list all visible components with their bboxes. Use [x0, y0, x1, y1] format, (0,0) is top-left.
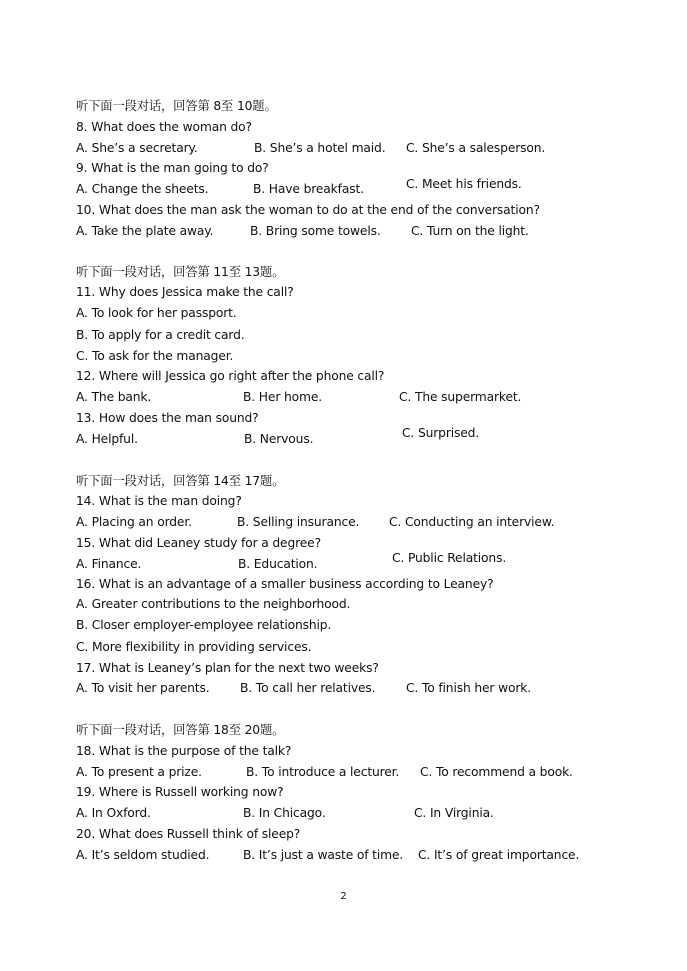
- option-b: B. Have breakfast.: [253, 182, 364, 196]
- option-c: C. More flexibility in providing services.: [76, 640, 312, 654]
- question-text: 11. Why does Jessica make the call?: [76, 285, 294, 299]
- option-a: A. Change the sheets.: [76, 182, 209, 196]
- option-c: C. Meet his friends.: [406, 177, 522, 191]
- option-a: A. Finance.: [76, 557, 142, 571]
- option-b: B. It’s just a waste of time.: [243, 848, 404, 862]
- option-a: A. She’s a secretary.: [76, 141, 198, 155]
- option-b: B. To introduce a lecturer.: [246, 765, 400, 779]
- page-number: 2: [340, 891, 347, 902]
- option-a: A. To visit her parents.: [76, 681, 210, 695]
- option-a: A. The bank.: [76, 390, 152, 404]
- question-text: 20. What does Russell think of sleep?: [76, 827, 301, 841]
- question-text: 19. Where is Russell working now?: [76, 785, 284, 799]
- option-b: B. To call her relatives.: [240, 681, 376, 695]
- option-c: C. Public Relations.: [392, 551, 507, 565]
- section-header: 听下面一段对话，回答第 8至 10题。: [76, 99, 277, 113]
- question-text: 10. What does the man ask the woman to do at the end of the conversation?: [76, 203, 540, 217]
- option-c: C. Conducting an interview.: [389, 515, 555, 529]
- option-c: C. To finish her work.: [406, 681, 532, 695]
- section-header: 听下面一段对话，回答第 11至 13题。: [76, 265, 285, 279]
- option-c: C. To recommend a book.: [420, 765, 573, 779]
- option-a: A. To look for her passport.: [76, 306, 237, 320]
- option-b: B. Her home.: [243, 390, 323, 404]
- question-text: 14. What is the man doing?: [76, 494, 242, 508]
- option-b: B. Bring some towels.: [250, 224, 381, 238]
- option-b: B. Nervous.: [244, 432, 314, 446]
- question-text: 13. How does the man sound?: [76, 411, 259, 425]
- option-a: A. To present a prize.: [76, 765, 202, 779]
- option-a: A. In Oxford.: [76, 806, 151, 820]
- option-b: B. Selling insurance.: [237, 515, 360, 529]
- option-a: A. It’s seldom studied.: [76, 848, 210, 862]
- question-text: 17. What is Leaney’s plan for the next two weeks?: [76, 661, 379, 675]
- option-a: A. Placing an order.: [76, 515, 192, 529]
- section-header: 听下面一段对话，回答第 14至 17题。: [76, 474, 285, 488]
- question-text: 12. Where will Jessica go right after the phone call?: [76, 369, 385, 383]
- option-b: B. In Chicago.: [243, 806, 326, 820]
- option-c: C. The supermarket.: [399, 390, 522, 404]
- question-text: 16. What is an advantage of a smaller business according to Leaney?: [76, 577, 494, 591]
- option-c: C. It’s of great importance.: [418, 848, 580, 862]
- question-text: 9. What is the man going to do?: [76, 161, 269, 175]
- option-b: B. Education.: [238, 557, 318, 571]
- question-text: 15. What did Leaney study for a degree?: [76, 536, 321, 550]
- option-b: B. She’s a hotel maid.: [254, 141, 386, 155]
- option-c: C. Surprised.: [402, 426, 480, 440]
- option-c: C. She’s a salesperson.: [406, 141, 546, 155]
- section-header: 听下面一段对话，回答第 18至 20题。: [76, 723, 285, 737]
- question-text: 8. What does the woman do?: [76, 120, 252, 134]
- option-c: C. In Virginia.: [414, 806, 494, 820]
- question-text: 18. What is the purpose of the talk?: [76, 744, 292, 758]
- option-a: A. Helpful.: [76, 432, 138, 446]
- option-a: A. Take the plate away.: [76, 224, 214, 238]
- option-c: C. Turn on the light.: [411, 224, 529, 238]
- option-b: B. Closer employer-employee relationship.: [76, 618, 332, 632]
- option-b: B. To apply for a credit card.: [76, 328, 245, 342]
- option-a: A. Greater contributions to the neighborhood.: [76, 597, 351, 611]
- option-c: C. To ask for the manager.: [76, 349, 234, 363]
